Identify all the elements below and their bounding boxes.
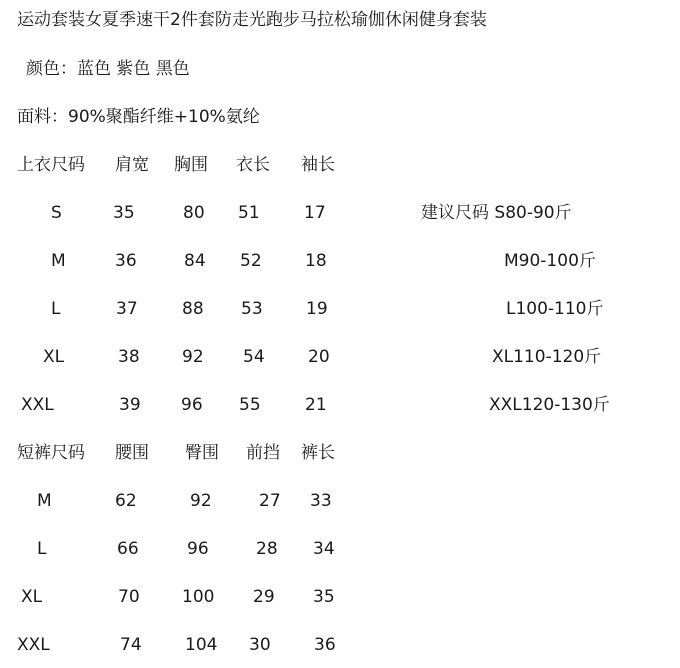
- top-row-l-size: L: [51, 299, 61, 319]
- top-row-xl-size: XL: [43, 347, 65, 367]
- top-header-chest: 胸围: [174, 155, 208, 175]
- shorts-row-m-hip: 92: [190, 491, 212, 511]
- shorts-row-xxl-length: 36: [314, 635, 336, 655]
- shorts-header-size: 短裤尺码: [17, 443, 85, 463]
- top-row-xl-sleeve: 20: [308, 347, 330, 367]
- top-row-m-shoulder: 36: [115, 251, 137, 271]
- top-row-s-chest: 80: [183, 203, 205, 223]
- suggest-s: 建议尺码 S80-90斤: [421, 203, 572, 223]
- top-row-s-size: S: [51, 203, 62, 223]
- top-row-xxl-size: XXL: [21, 395, 54, 415]
- shorts-row-m-rise: 27: [259, 491, 281, 511]
- top-header-size: 上衣尺码: [17, 155, 85, 175]
- product-title: 运动套装女夏季速干2件套防走光跑步马拉松瑜伽休闲健身套装: [17, 10, 487, 30]
- shorts-header-hip: 臀围: [185, 443, 219, 463]
- shorts-row-xxl-waist: 74: [120, 635, 142, 655]
- top-row-xxl-chest: 96: [181, 395, 203, 415]
- top-row-m-length: 52: [240, 251, 262, 271]
- suggest-m: M90-100斤: [504, 251, 596, 271]
- shorts-row-l-rise: 28: [256, 539, 278, 559]
- shorts-row-xl-length: 35: [313, 587, 335, 607]
- top-row-s-sleeve: 17: [304, 203, 326, 223]
- shorts-row-m-size: M: [37, 491, 52, 511]
- top-row-xxl-length: 55: [239, 395, 261, 415]
- top-row-m-chest: 84: [184, 251, 206, 271]
- shorts-row-xxl-hip: 104: [185, 635, 218, 655]
- top-row-s-shoulder: 35: [113, 203, 135, 223]
- suggest-xxl: XXL120-130斤: [489, 395, 610, 415]
- top-row-xl-chest: 92: [182, 347, 204, 367]
- suggest-xl: XL110-120斤: [492, 347, 602, 367]
- shorts-row-m-waist: 62: [115, 491, 137, 511]
- top-row-xxl-sleeve: 21: [305, 395, 327, 415]
- top-header-shoulder: 肩宽: [115, 155, 149, 175]
- shorts-row-xxl-rise: 30: [249, 635, 271, 655]
- fabric-line: 面料：90%聚酯纤维+10%氨纶: [17, 107, 260, 127]
- top-row-l-sleeve: 19: [306, 299, 328, 319]
- shorts-row-l-waist: 66: [117, 539, 139, 559]
- shorts-row-l-hip: 96: [187, 539, 209, 559]
- shorts-row-xl-rise: 29: [253, 587, 275, 607]
- shorts-row-xxl-size: XXL: [17, 635, 50, 655]
- shorts-row-l-size: L: [37, 539, 47, 559]
- top-row-xl-shoulder: 38: [118, 347, 140, 367]
- top-row-l-chest: 88: [182, 299, 204, 319]
- top-header-sleeve: 袖长: [301, 155, 335, 175]
- top-row-m-size: M: [51, 251, 66, 271]
- shorts-header-length: 裤长: [301, 443, 335, 463]
- top-row-l-length: 53: [241, 299, 263, 319]
- shorts-row-xl-hip: 100: [182, 587, 215, 607]
- top-row-m-sleeve: 18: [305, 251, 327, 271]
- top-row-xl-length: 54: [243, 347, 265, 367]
- top-row-xxl-shoulder: 39: [119, 395, 141, 415]
- color-line: 颜色：蓝色 紫色 黑色: [26, 59, 190, 79]
- shorts-row-l-length: 34: [313, 539, 335, 559]
- shorts-row-xl-waist: 70: [118, 587, 140, 607]
- top-row-l-shoulder: 37: [116, 299, 138, 319]
- suggest-l: L100-110斤: [506, 299, 604, 319]
- shorts-row-m-length: 33: [310, 491, 332, 511]
- shorts-header-waist: 腰围: [115, 443, 149, 463]
- shorts-row-xl-size: XL: [21, 587, 43, 607]
- shorts-header-rise: 前挡: [246, 443, 280, 463]
- top-row-s-length: 51: [238, 203, 260, 223]
- top-header-length: 衣长: [236, 155, 270, 175]
